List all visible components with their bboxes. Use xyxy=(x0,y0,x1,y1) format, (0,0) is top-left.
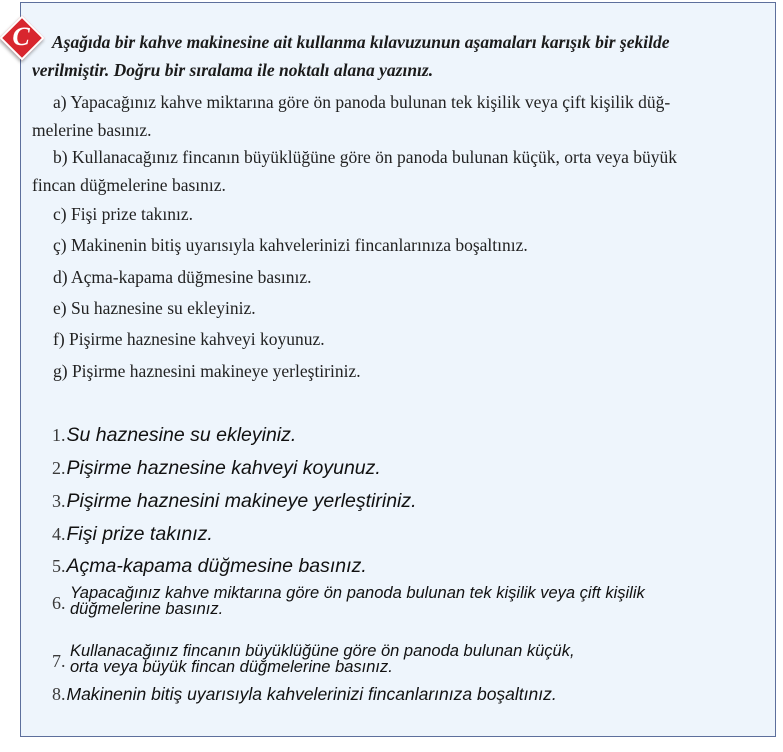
option-e: e) Su haznesine su ekleyiniz. xyxy=(53,298,256,318)
answer-4-text: Fişi prize takınız. xyxy=(66,523,213,545)
answer-2 xyxy=(52,457,772,480)
answer-3 xyxy=(52,490,772,513)
question-instruction xyxy=(32,28,772,84)
option-b xyxy=(32,143,770,199)
answer-5-number: 5. xyxy=(52,556,66,576)
answer-6 xyxy=(52,585,772,617)
answer-8 xyxy=(52,684,772,705)
answer-6-number: 6. xyxy=(52,593,66,613)
answer-7-line-1: Kullanacağınız fincanın büyüklüğüne göre ön panoda bulunan küçük, xyxy=(70,642,575,660)
answer-7 xyxy=(52,643,772,675)
option-b-line-2: fincan düğmelerine basınız. xyxy=(32,175,226,195)
option-c-cedilla: ç) Makinenin bitiş uyarısıyla kahvelerinizi fincanlarınıza boşaltınız. xyxy=(53,235,528,255)
answer-1-text: Su haznesine su ekleyiniz. xyxy=(66,424,297,446)
answer-5-text: Açma-kapama düğmesine basınız. xyxy=(66,555,367,577)
option-d: d) Açma-kapama düğmesine basınız. xyxy=(53,267,312,287)
option-c: c) Fişi prize takınız. xyxy=(53,204,193,224)
answer-1 xyxy=(52,424,772,447)
question-line-2: verilmiştir. Doğru bir sıralama ile noktalı alana yazınız. xyxy=(32,60,434,80)
option-a-line-1: a) Yapacağınız kahve miktarına göre ön panoda bulunan tek kişilik veya çift kişilik düğ- xyxy=(53,92,671,112)
answer-2-text: Pişirme haznesine kahveyi koyunuz. xyxy=(66,457,381,479)
answer-4-number: 4. xyxy=(52,524,66,544)
answer-3-text: Pişirme haznesini makineye yerleştiriniz. xyxy=(66,490,417,512)
answer-5 xyxy=(52,555,772,578)
answer-3-number: 3. xyxy=(52,491,66,511)
answer-1-number: 1. xyxy=(52,425,66,445)
answer-7-number: 7. xyxy=(52,651,66,671)
question-line-1: Aşağıda bir kahve makinesine ait kullanma kılavuzunun aşamaları karışık bir şekilde xyxy=(52,32,670,52)
answer-4 xyxy=(52,523,772,546)
answer-2-number: 2. xyxy=(52,458,66,478)
answer-6-line-1: Yapacağınız kahve miktarına göre ön panoda bulunan tek kişilik veya çift kişilik xyxy=(70,584,645,602)
answer-7-line-2: orta veya büyük fincan düğmelerine basınız. xyxy=(70,658,393,676)
option-a xyxy=(32,88,770,144)
answer-6-line-2: düğmelerine basınız. xyxy=(70,600,224,618)
answer-8-text: Makinenin bitiş uyarısıyla kahvelerinizi fincanlarınıza boşaltınız. xyxy=(66,684,557,704)
badge-letter: C xyxy=(12,22,30,51)
option-f: f) Pişirme haznesine kahveyi koyunuz. xyxy=(53,329,325,349)
option-g: g) Pişirme haznesini makineye yerleştiriniz. xyxy=(53,361,361,381)
option-a-line-2: melerine basınız. xyxy=(32,120,152,140)
answer-8-number: 8. xyxy=(52,684,66,704)
option-b-line-1: b) Kullanacağınız fincanın büyüklüğüne göre ön panoda bulunan küçük, orta veya büyük xyxy=(53,147,677,167)
